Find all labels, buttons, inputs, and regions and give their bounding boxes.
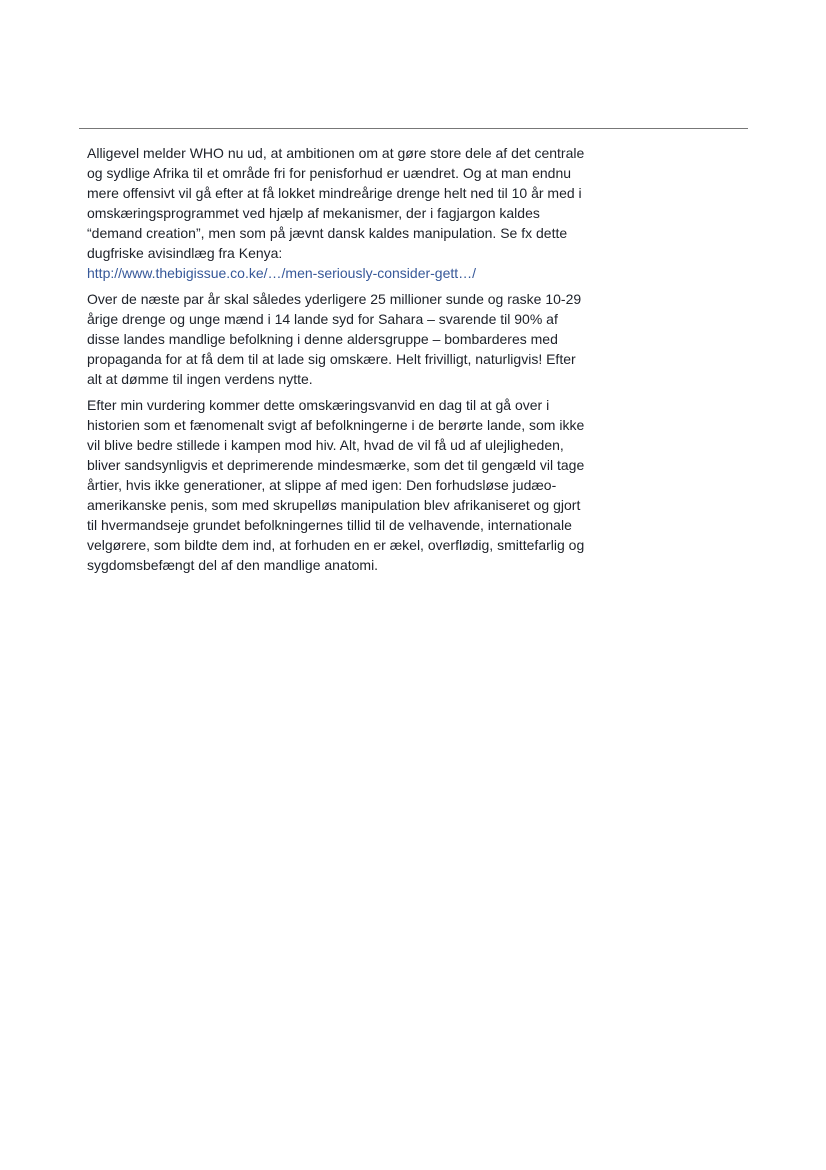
paragraph-3: Efter min vurdering kommer dette omskæringsvanvid en dag til at gå over i historien som et fænomenalt svigt af befolkningerne i de berørte lande, som ikke vil blive bedre stillede i kampen mod hiv. Alt, hvad de vil få ud af ulejligheden, bliver sandsynligvis et deprimerende mindesmærke, som det til gengæld vil tage årtier, hvis ikke generationer, at slippe af med igen: Den forhudsløse judæo-amerikanske penis, som med skrupelløs manipulation blev afrikaniseret og gjort til hvermandseje grundet befolkningernes tillid til de velhavende, internationale velgørere, som bildte dem ind, at forhuden en er ækel, overflødig, smittefarlig og sygdomsbefængt del af den mandlige anatomi. [87,397,585,573]
post-body [87,143,587,581]
paragraph-1 [87,143,587,283]
paragraph-1-text: Alligevel melder WHO nu ud, at ambitionen om at gøre store dele af det centrale og sydlige Afrika til et område fri for penisforhud er uændret. Og at man endnu mere offensivt vil gå efter at få lokket mindreårige drenge helt ned til 10 år med i omskæringsprogrammet ved hjælp af mekanismer, der i fagjargon kaldes “demand creation”, men som på jævnt dansk kaldes manipulation. Se fx dette dugfriske avisindlæg fra Kenya: [87,145,585,261]
article-link[interactable]: http://www.thebigissue.co.ke/…/men-seriously-consider-gett…/ [87,265,477,281]
horizontal-rule [79,128,748,129]
paragraph-2: Over de næste par år skal således yderligere 25 millioner sunde og raske 10-29 årige drenge og unge mænd i 14 lande syd for Sahara – svarende til 90% af disse landes mandlige befolkning i denne aldersgruppe – bombarderes med propaganda for at få dem til at lade sig omskære. Helt frivilligt, naturligvis! Efter alt at dømme til ingen verdens nytte. [87,291,582,387]
